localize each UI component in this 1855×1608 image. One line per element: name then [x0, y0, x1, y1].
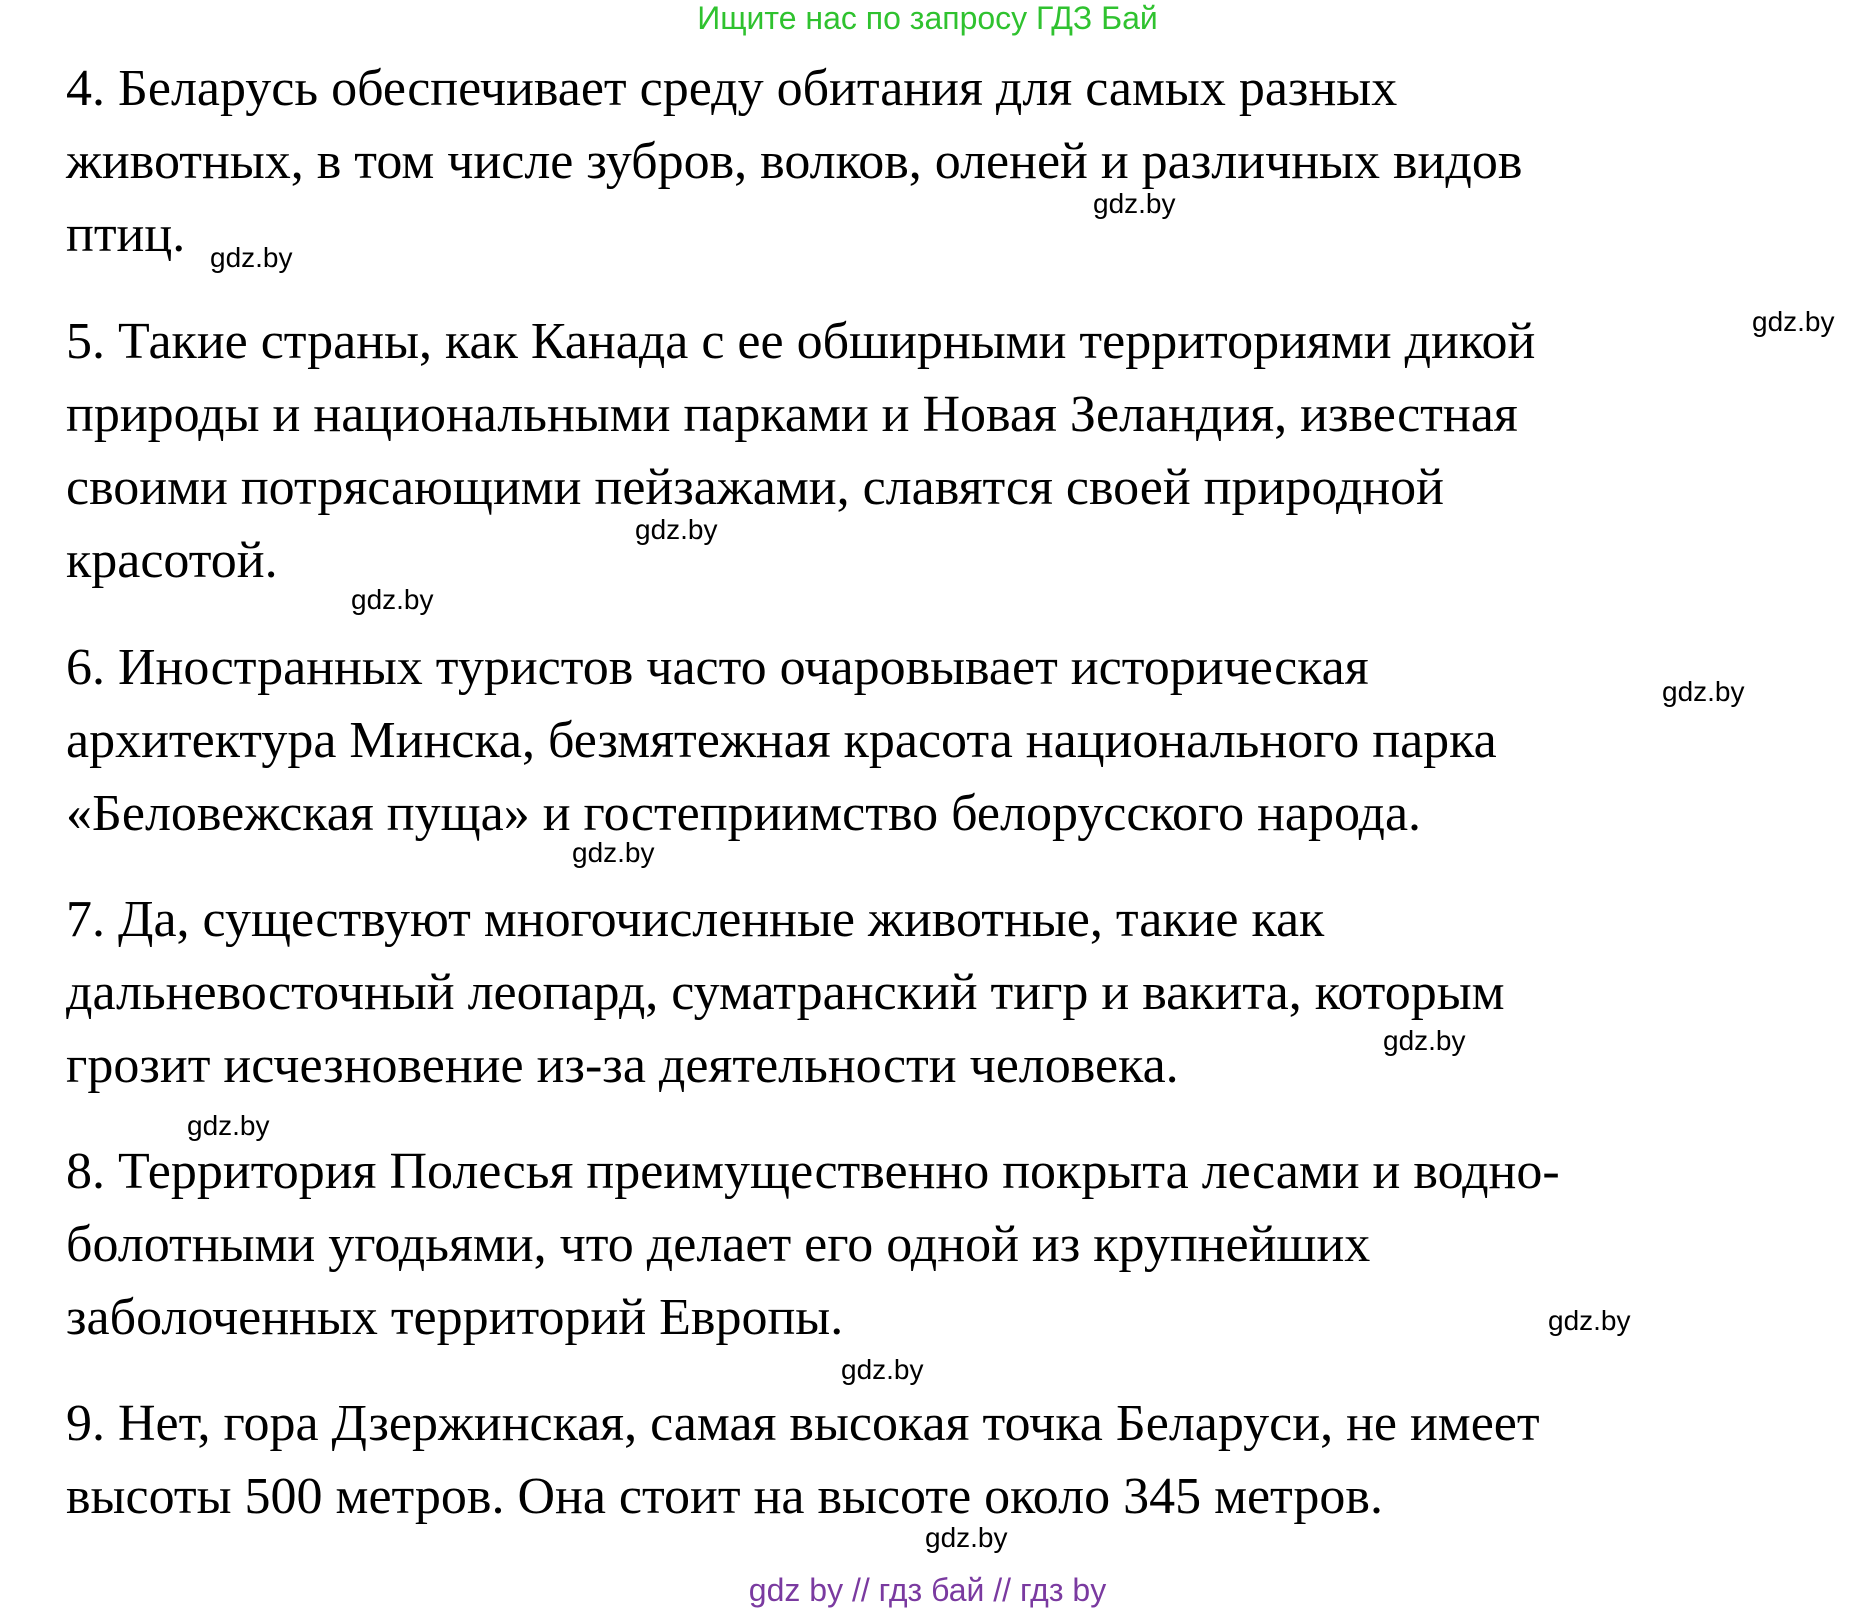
site-footer: gdz by // гдз бай // гдз by	[748, 1572, 1107, 1608]
answer-line: дальневосточный леопард, суматранский тигр и вакита, которым	[66, 964, 1505, 1021]
search-hint-header: Ищите нас по запросу ГДЗ Бай	[697, 0, 1158, 36]
watermark: gdz.by	[1662, 676, 1745, 707]
answer-line: природы и национальными парками и Новая Зеландия, известная	[66, 386, 1518, 443]
answer-line: грозит исчезновение из-за деятельности человека.	[66, 1037, 1179, 1094]
answer-4	[66, 52, 1826, 271]
answer-line: красотой.	[66, 532, 278, 589]
answer-line: заболоченных территорий Европы.	[66, 1289, 844, 1346]
watermark: gdz.by	[187, 1110, 270, 1141]
watermark: gdz.by	[1093, 188, 1176, 219]
answer-line: 4. Беларусь обеспечивает среду обитания для самых разных	[66, 60, 1398, 117]
watermark: gdz.by	[925, 1522, 1008, 1553]
watermark: gdz.by	[1383, 1025, 1466, 1056]
answer-line: болотными угодьями, что делает его одной из крупнейших	[66, 1216, 1371, 1273]
answer-line: архитектура Минска, безмятежная красота национального парка	[66, 712, 1497, 769]
watermark: gdz.by	[841, 1354, 924, 1385]
answer-5	[66, 305, 1826, 597]
watermark: gdz.by	[572, 837, 655, 868]
answer-line: своими потрясающими пейзажами, славятся своей природной	[66, 459, 1444, 516]
answer-line: «Беловежская пуща» и гостеприимство белорусского народа.	[66, 785, 1422, 842]
answer-line: птиц.	[66, 206, 186, 263]
watermark: gdz.by	[351, 584, 434, 615]
watermark: gdz.by	[1752, 306, 1835, 337]
answer-9	[66, 1387, 1826, 1533]
answer-line: 6. Иностранных туристов часто очаровывает историческая	[66, 639, 1369, 696]
answer-line: животных, в том числе зубров, волков, оленей и различных видов	[66, 133, 1523, 190]
answer-7	[66, 883, 1826, 1102]
answer-line: высоты 500 метров. Она стоит на высоте около 345 метров.	[66, 1468, 1383, 1525]
watermark: gdz.by	[1548, 1305, 1631, 1336]
answer-line: 7. Да, существуют многочисленные животные, такие как	[66, 891, 1325, 948]
answer-line: 9. Нет, гора Дзержинская, самая высокая точка Беларуси, не имеет	[66, 1395, 1540, 1452]
answer-line: 8. Территория Полесья преимущественно покрыта лесами и водно-	[66, 1143, 1560, 1200]
answer-6	[66, 631, 1826, 850]
watermark: gdz.by	[635, 514, 718, 545]
watermark: gdz.by	[210, 242, 293, 273]
answer-line: 5. Такие страны, как Канада с ее обширными территориями дикой	[66, 313, 1536, 370]
